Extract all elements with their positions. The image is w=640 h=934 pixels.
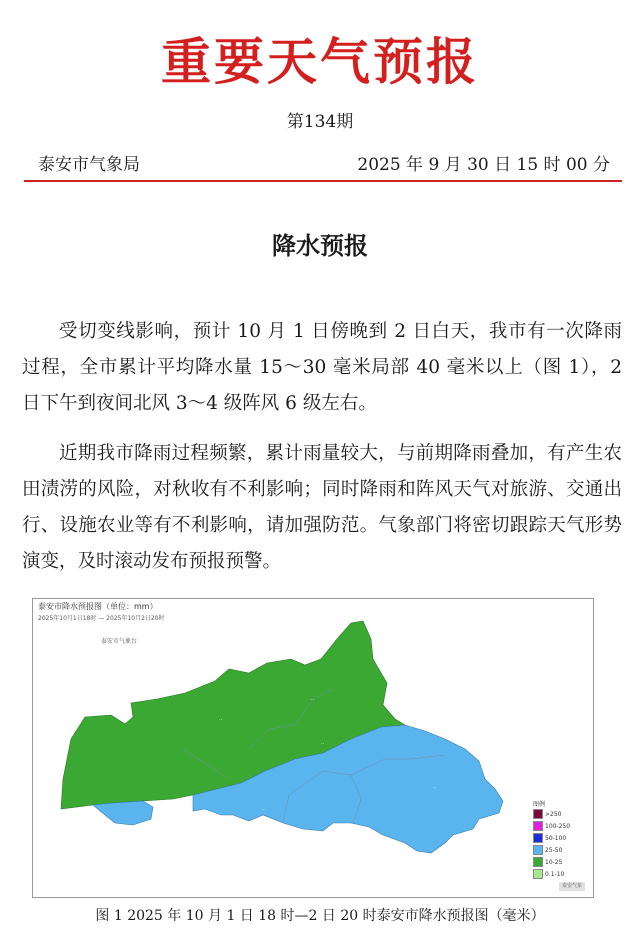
paragraph-advisory: 近期我市降雨过程频繁，累计雨量较大，与前期降雨叠加，有产生农田渍涝的风险，对秋收有不利影响；同时降雨和阵风天气对旅游、交通出行、设施农业等有不利影响，请加强防范。气象部门将密切跟踪天气形势演变，及时滚动发布预报预警。 [22,443,622,572]
legend-swatch [533,821,543,831]
legend-item: 0.1-10 [533,868,577,880]
figure-caption: 图 1 2025 年 10 月 1 日 18 时—2 日 20 时泰安市降水预报图（毫米） [95,908,545,924]
svg-text:··: ·· [321,741,325,747]
svg-text:··: ·· [263,807,267,813]
svg-text:··: ·· [433,785,437,791]
legend-swatch [533,845,543,855]
legend-swatch [533,809,543,819]
section-heading: 降水预报 [272,231,368,260]
meteorology-logo: 泰安气象 [559,882,585,891]
precipitation-map [32,598,594,898]
issuing-organization: 泰安市气象局 [38,155,140,175]
map-title: 泰安市降水预报图（单位：mm） [38,602,158,611]
svg-text:··: ·· [311,697,315,703]
legend-item: >250 [533,808,577,820]
region-blue-25-50 [93,801,153,825]
svg-text:··: ·· [219,717,223,723]
document-title: 重要天气预报 [161,32,479,91]
paragraph-forecast: 受切变线影响，预计 10 月 1 日傍晚到 2 日白天，我市有一次降雨过程，全市累计平均降水量 15～30 毫米局部 40 毫米以上（图 1），2 日下午到夜间北风 3～4 级阵风 6 级左右。 [22,321,622,414]
legend-item: 50-100 [533,832,577,844]
legend-swatch [533,857,543,867]
legend-item: 100-250 [533,820,577,832]
legend-title: 图例 [533,801,546,808]
legend-item: 25-50 [533,844,577,856]
map-issuer: 泰安市气象台 [101,638,138,645]
issue-number: 第134期 [286,112,354,132]
header-divider [24,180,622,182]
legend-swatch [533,869,543,879]
map-legend [533,799,577,880]
header-meta [38,150,610,174]
map-time-range: 2025年10月1日18时 — 2025年10月2日20时 [38,615,165,622]
legend-swatch [533,833,543,843]
issue-date: 2025 年 9 月 30 日 15 时 00 分 [357,155,610,175]
legend-item: 10-25 [533,856,577,868]
